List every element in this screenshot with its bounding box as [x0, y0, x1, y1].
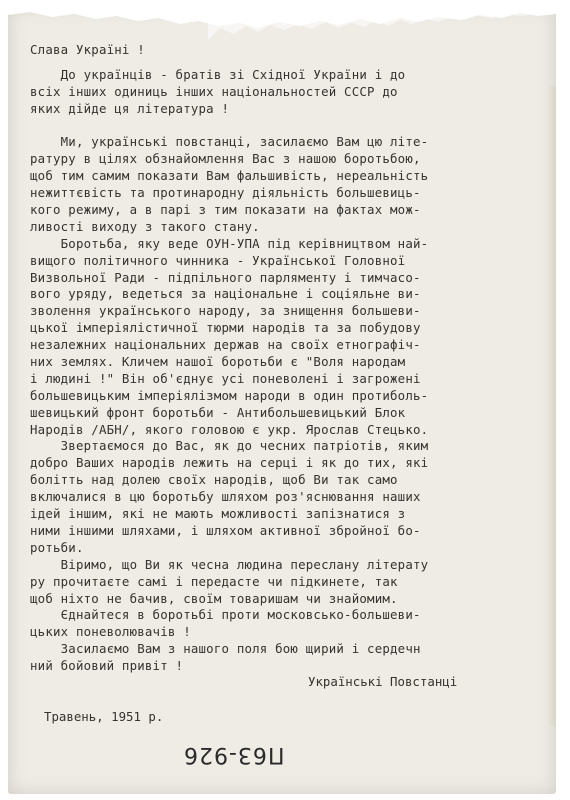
body-line: ними іншими шляхами, і шляхом активної збройної бо- — [30, 522, 421, 538]
body-line: ний бойовий привіт ! — [30, 658, 184, 674]
body-line: До українців - братів зі Східної України і до — [30, 66, 406, 82]
body-line: Віримо, що Ви як чесна людина переслану літерату — [30, 556, 429, 572]
body-line: яких дійде ця література ! — [30, 100, 230, 116]
body-line: цької імперіялістичної тюрми народів та за побудову — [30, 320, 421, 336]
body-line: вищого політичного чинника - Української Головної — [30, 252, 406, 268]
body-line: кого режиму, а в парі з тим показати на фактах мож- — [30, 202, 421, 218]
body-line: ру прочитаєте самі і передасте чи підкинете, так — [30, 573, 398, 589]
torn-edge — [8, 6, 556, 40]
heading: Слава Україні ! — [30, 42, 145, 57]
body-line: вого уряду, ведеться за національне і соціяльне ви- — [30, 286, 421, 302]
body-line: Боротьба, яку веде ОУН-УПА під керівництвом най- — [30, 235, 429, 251]
archive-mark: П63-926 — [183, 742, 285, 767]
body-line: всіх інших одиниць інших національностей СССР до — [30, 83, 398, 99]
body-line: добро Ваших народів лежить на серці і як до тих, які — [30, 455, 429, 471]
body-line: незалежних національних держав на своїх етнографіч- — [30, 337, 421, 353]
body-line: Засилаємо Вам з нашого поля бою щирий і сердечн — [30, 641, 421, 657]
body-line: щоб тим самим показати Вам фальшивість, нереальність — [30, 168, 429, 184]
body-line: Визвольної Ради - підпільного парляменту і тимчасо- — [30, 269, 421, 285]
body-line: них землях. Кличем нашої боротьби є "Воля народам — [30, 354, 406, 370]
body-line: ротьби. — [30, 539, 84, 555]
body-line: ідей іншим, які не мають можливості запізнатися з — [30, 506, 406, 522]
body-line: шевицький фронт боротьби - Антибольшевицький Блок — [30, 404, 406, 420]
body-line: ливості виходу з такого стану. — [30, 218, 260, 234]
document-body — [30, 42, 550, 675]
body-line: Народів /АБН/, якого головою є укр. Ярослав Стецько. — [30, 421, 429, 437]
body-line: Звертаємося до Вас, як до чесних патріотів, яким — [30, 438, 429, 454]
tape-strip — [549, 86, 556, 726]
body-line: ратуру в цілях обзнайомлення Вас з нашою боротьбою, — [30, 151, 421, 167]
body-line: Єднайтеся в боротьбі проти московсько-большеви- — [30, 607, 421, 623]
body-line: нежиттєвість та протинародну діяльність большевиць- — [30, 185, 421, 201]
body-line: цьких поневолювачів ! — [30, 624, 191, 640]
body-line: включалися в цю боротьбу шляхом роз'яснювання наших — [30, 489, 421, 505]
document-sheet — [8, 6, 556, 794]
body-line: большевицьким імперіялізмом народи в один протиболь- — [30, 387, 429, 403]
signature: Українські Повстанці — [308, 674, 458, 689]
body-line: зволення українського народу, за знищення большеви- — [30, 303, 421, 319]
body-line: щоб ніхто не бачив, своїм товаришам чи знайомим. — [30, 590, 398, 606]
date: Травень, 1951 р. — [44, 709, 164, 724]
body-line: Ми, українські повстанці, засилаємо Вам цю літе- — [30, 134, 429, 150]
body-line: і людині !" Він об'єднує усі поневолені і загрожені — [30, 370, 421, 386]
body-line — [30, 118, 550, 135]
body-line: болітть над долею своїх народів, щоб Ви так само — [30, 472, 398, 488]
